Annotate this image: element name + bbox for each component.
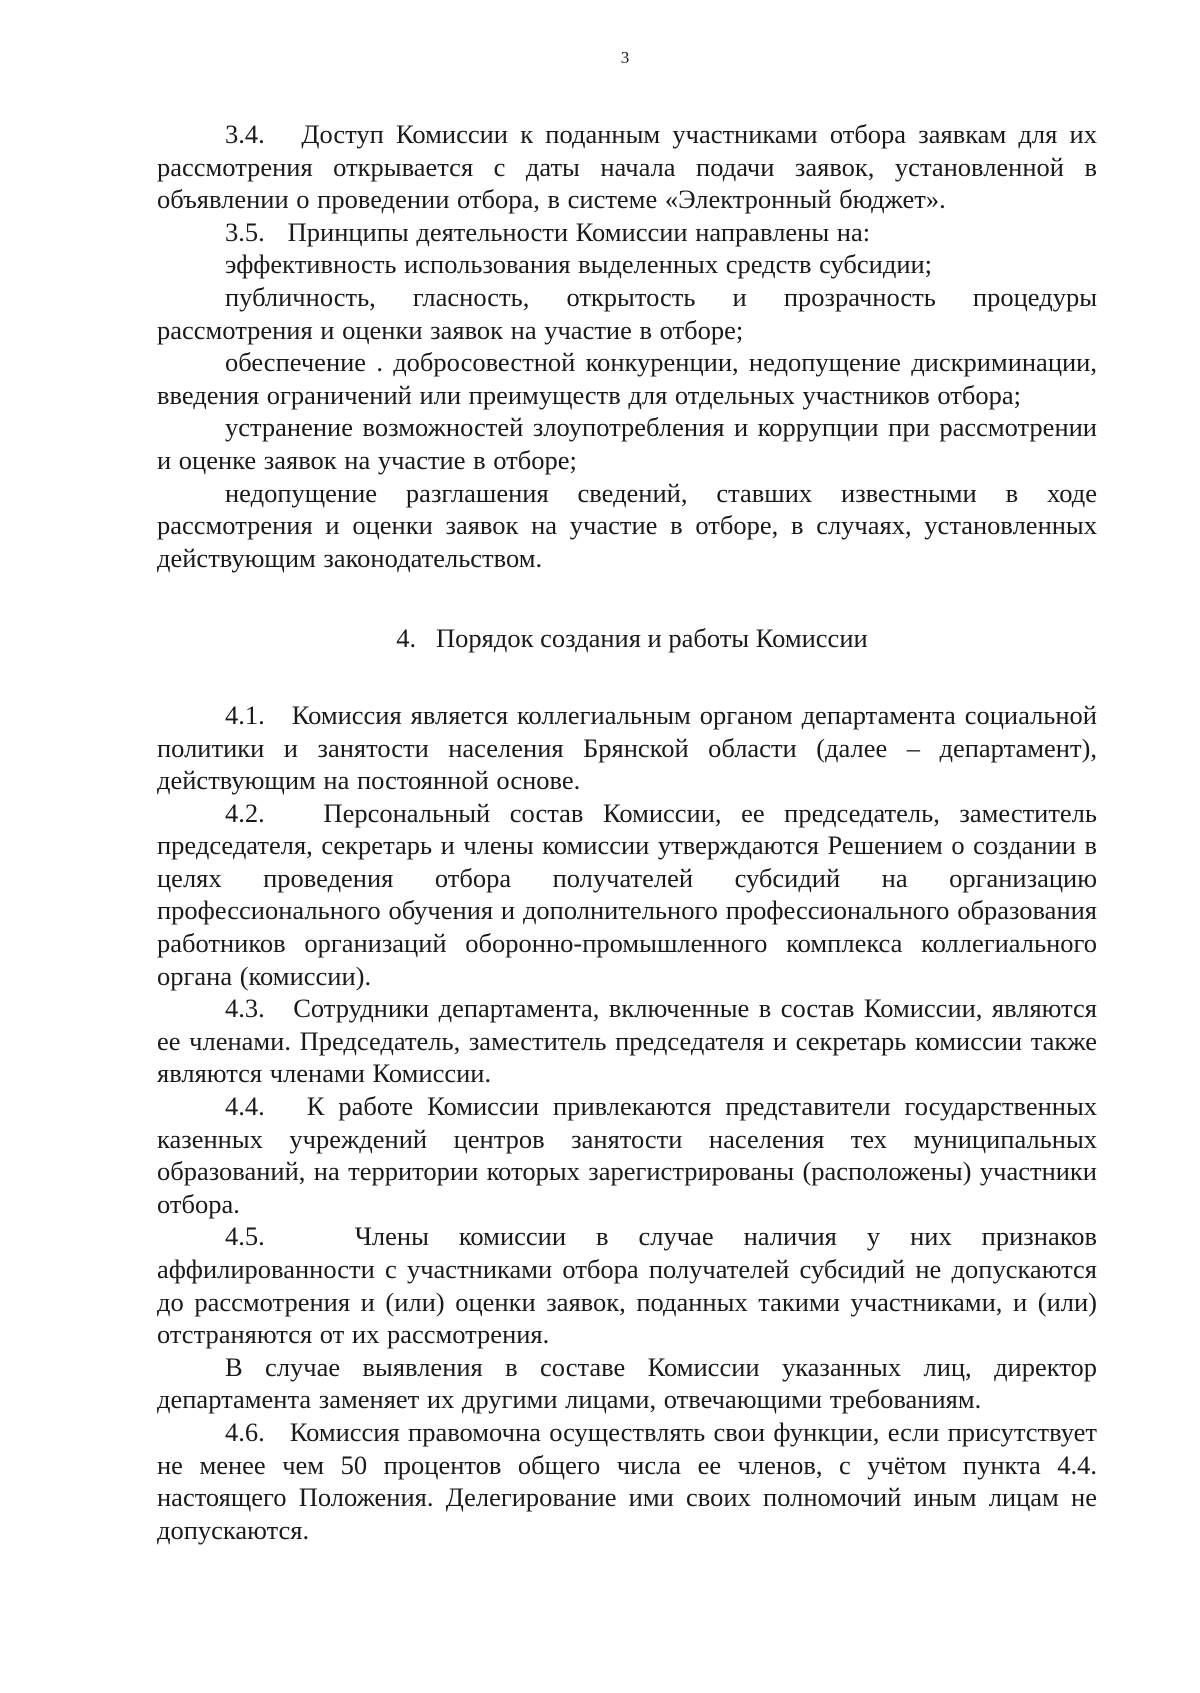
section-3-continued: [157, 118, 1097, 574]
section-4: [157, 699, 1097, 1546]
page-number: 3: [620, 48, 630, 67]
principle-publicity: публичность, гласность, открытость и прозрачность процедуры рассмотрения и оценки заявок на участие в отборе;: [157, 281, 1097, 345]
paragraph-4-3: 4.3. Сотрудники департамента, включенные в состав Комиссии, являются ее членами. Председатель, заместитель председателя и секретарь комиссии также являются членами Комиссии.: [157, 993, 1097, 1089]
principle-fair-competition: обеспечение . добросовестной конкуренции, недопущение дискриминации, введения ограничений или преимуществ для отдельных участников отбора;: [157, 347, 1097, 410]
paragraph-4-5: 4.5. Члены комиссии в случае наличия у них признаков аффилированности с участниками отбора получателей субсидий не допускаются до рассмотрения и (или) оценки заявок, поданных такими участниками, и (или) отстраняются от их рассмотрения.: [157, 1221, 1097, 1350]
principle-anti-corruption: устранение возможностей злоупотребления и коррупции при рассмотрении и оценке заявок на участие в отборе;: [157, 412, 1097, 475]
paragraph-4-5-replacement: В случае выявления в составе Комиссии указанных лиц, директор департамента заменяет их другими лицами, отвечающими требованиям.: [157, 1351, 1097, 1415]
paragraph-4-6: 4.6. Комиссия правомочна осуществлять свои функции, если присутствует не менее чем 50 процентов общего числа ее членов, с учётом пункта 4.4. настоящего Положения. Делегирование ими своих полномочий иным лицам не допускаются.: [157, 1416, 1097, 1545]
principle-confidentiality: недопущение разглашения сведений, ставших известными в ходе рассмотрения и оценки заявок на участие в отборе, в случаях, установленных действующим законодательством.: [157, 477, 1097, 573]
document-body: [157, 118, 1097, 1546]
principle-efficiency: эффективность использования выделенных средств субсидии;: [225, 249, 933, 280]
paragraph-3-4: 3.4. Доступ Комиссии к поданным участниками отбора заявкам для их рассмотрения открывается с даты начала подачи заявок, установленной в объявлении о проведении отбора, в системе «Электронный бюджет».: [157, 119, 1097, 215]
paragraph-3-5: 3.5. Принципы деятельности Комиссии направлены на:: [225, 216, 871, 247]
paragraph-4-1: 4.1. Комиссия является коллегиальным органом департамента социальной политики и занятости населения Брянской области (далее – департамент), действующим на постоянной основе.: [157, 699, 1097, 796]
paragraph-4-4: 4.4. К работе Комиссии привлекаются представители государственных казенных учреждений центров занятости населения тех муниципальных образований, на территории которых зарегистрированы (расположены) участники отбора.: [157, 1091, 1097, 1219]
paragraph-4-2: 4.2. Персональный состав Комиссии, ее председатель, заместитель председателя, секретарь и члены комиссии утверждаются Решением о создании в целях проведения отбора получателей субсидий на организацию профессионального обучения и дополнительного профессионального образования работников организаций оборонно-промышленного комплекса коллегиального органа (комиссии).: [157, 797, 1097, 991]
section-4-heading: 4. Порядок создания и работы Комиссии: [396, 623, 868, 654]
